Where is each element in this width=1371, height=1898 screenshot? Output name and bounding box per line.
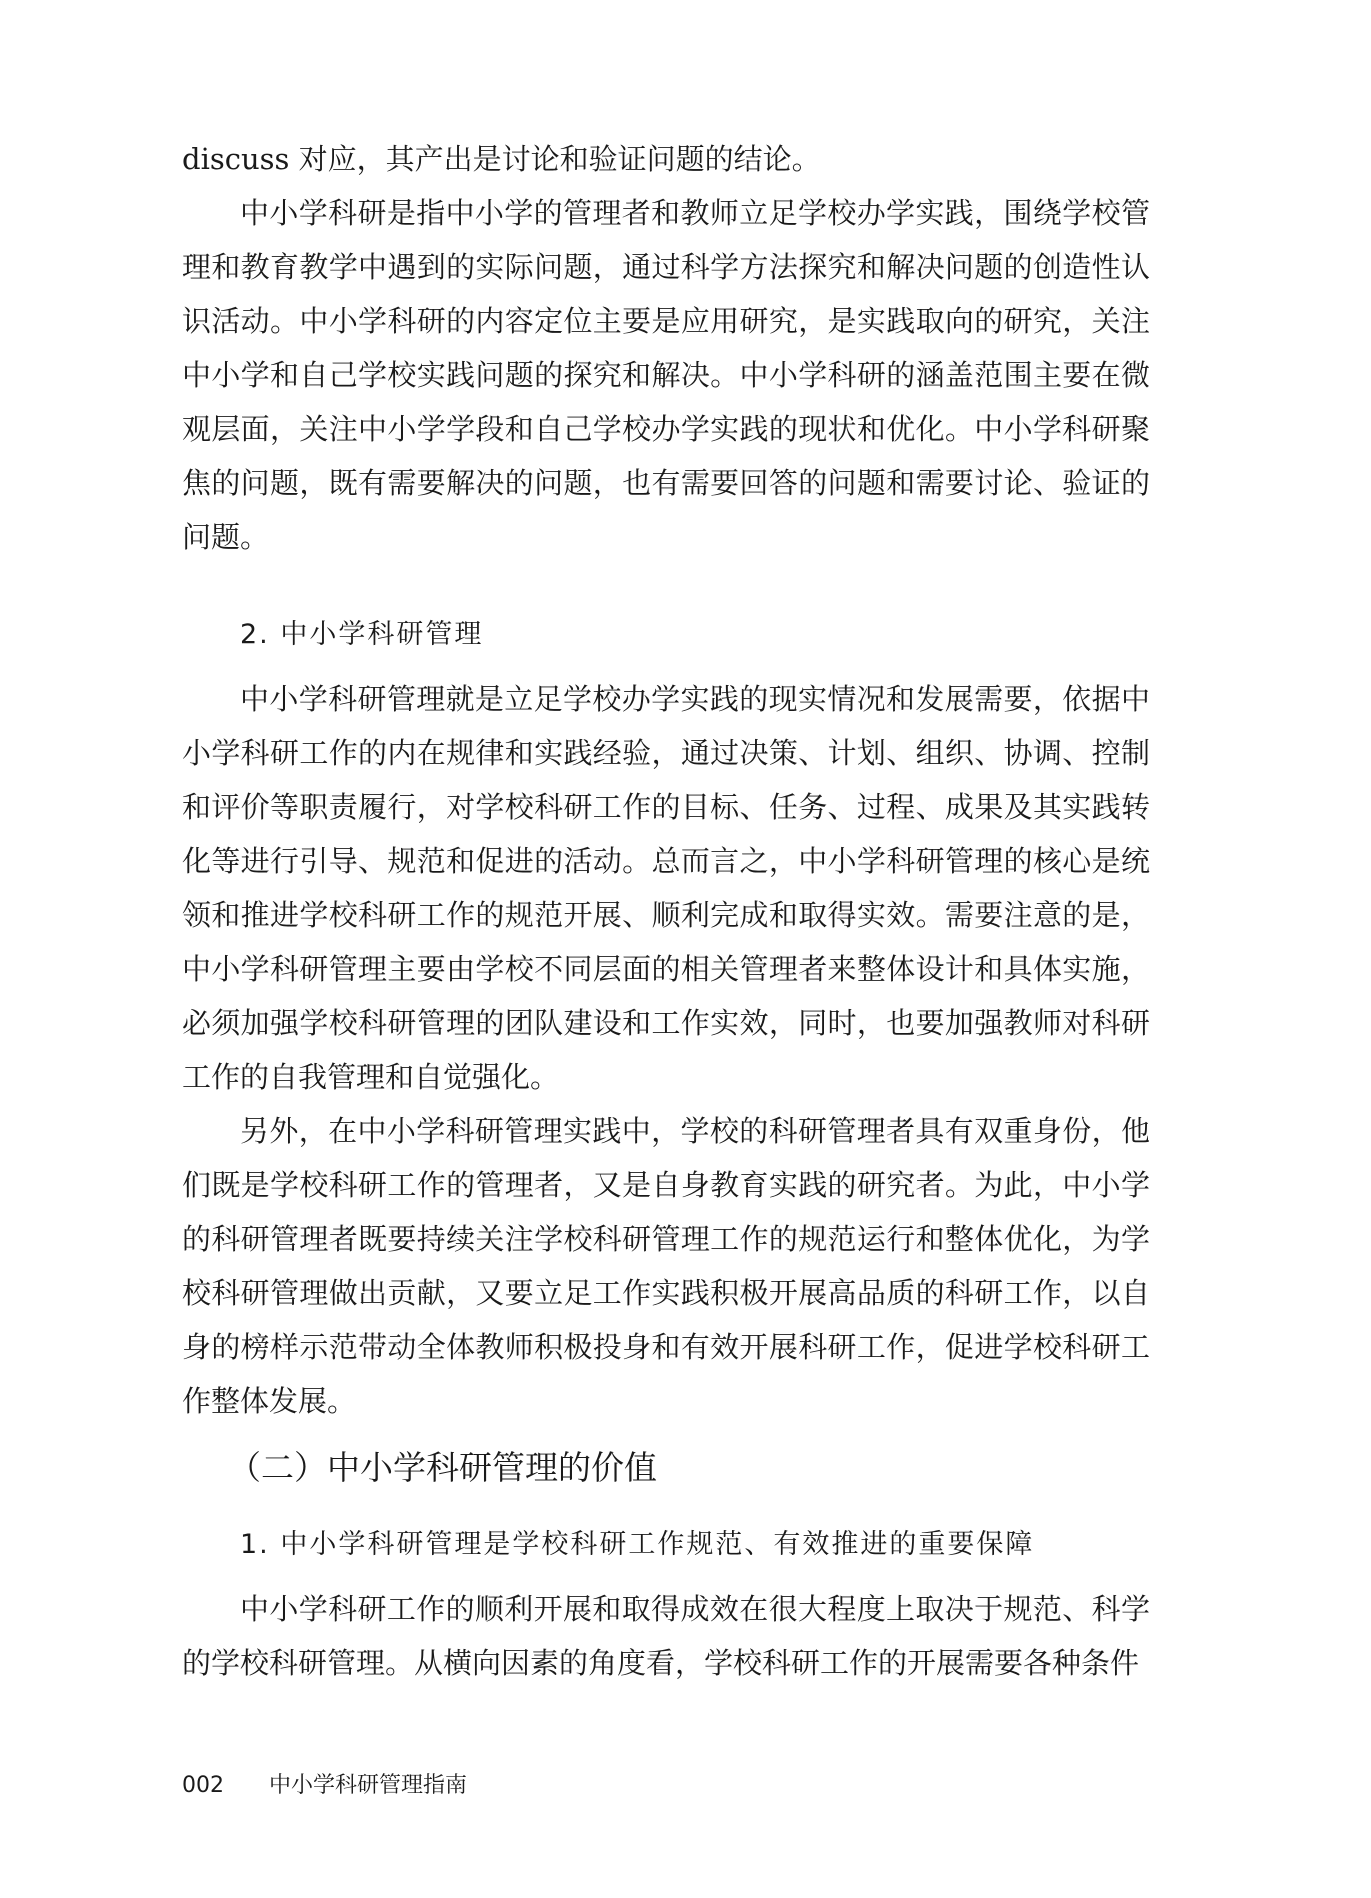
section-title-value: （二）中小学科研管理的价值 [228, 1448, 657, 1487]
paragraph-continuation: discuss 对应，其产出是讨论和验证问题的结论。 [182, 142, 821, 176]
paragraph-management-definition: 中小学科研管理就是立足学校办学实践的现实情况和发展需要，依据中小学科研工作的内在规律和实践经验，通过决策、计划、组织、协调、控制和评价等职责履行，对学校科研工作的目标、任务、过程、成果及其实践转化等进行引导、规范和促进的活动。总而言之，中小学科研管理的核心是统领和推进学校科研工作的规范开展、顺利完成和取得实效。需要注意的是，中小学科研管理主要由学校不同层面的相关管理者来整体设计和具体实施，必须加强学校科研管理的团队建设和工作实效，同时，也要加强教师对科研工作的自我管理和自觉强化。 [182, 682, 1150, 1094]
page-footer [182, 1768, 467, 1799]
subheading-research-management: 2. 中小学科研管理 [240, 619, 484, 650]
page-number: 002 [182, 1773, 224, 1798]
subheading-guarantee: 1. 中小学科研管理是学校科研工作规范、有效推进的重要保障 [240, 1529, 1035, 1560]
book-title: 中小学科研管理指南 [269, 1773, 468, 1798]
paragraph-dual-identity: 另外，在中小学科研管理实践中，学校的科研管理者具有双重身份，他们既是学校科研工作的管理者，又是自身教育实践的研究者。为此，中小学的科研管理者既要持续关注学校科研管理工作的规范运行和整体优化，为学校科研管理做出贡献，又要立足工作实践积极开展高品质的科研工作，以自身的榜样示范带动全体教师积极投身和有效开展科研工作，促进学校科研工作整体发展。 [182, 1114, 1150, 1418]
paragraph-research-definition: 中小学科研是指中小学的管理者和教师立足学校办学实践，围绕学校管理和教育教学中遇到的实际问题，通过科学方法探究和解决问题的创造性认识活动。中小学科研的内容定位主要是应用研究，是实践取向的研究，关注中小学和自己学校实践问题的探究和解决。中小学科研的涵盖范围主要在微观层面，关注中小学学段和自己学校办学实践的现状和优化。中小学科研聚焦的问题，既有需要解决的问题，也有需要回答的问题和需要讨论、验证的问题。 [182, 196, 1150, 554]
paragraph-guarantee: 中小学科研工作的顺利开展和取得成效在很大程度上取决于规范、科学的学校科研管理。从横向因素的角度看，学校科研工作的开展需要各种条件 [182, 1592, 1150, 1680]
